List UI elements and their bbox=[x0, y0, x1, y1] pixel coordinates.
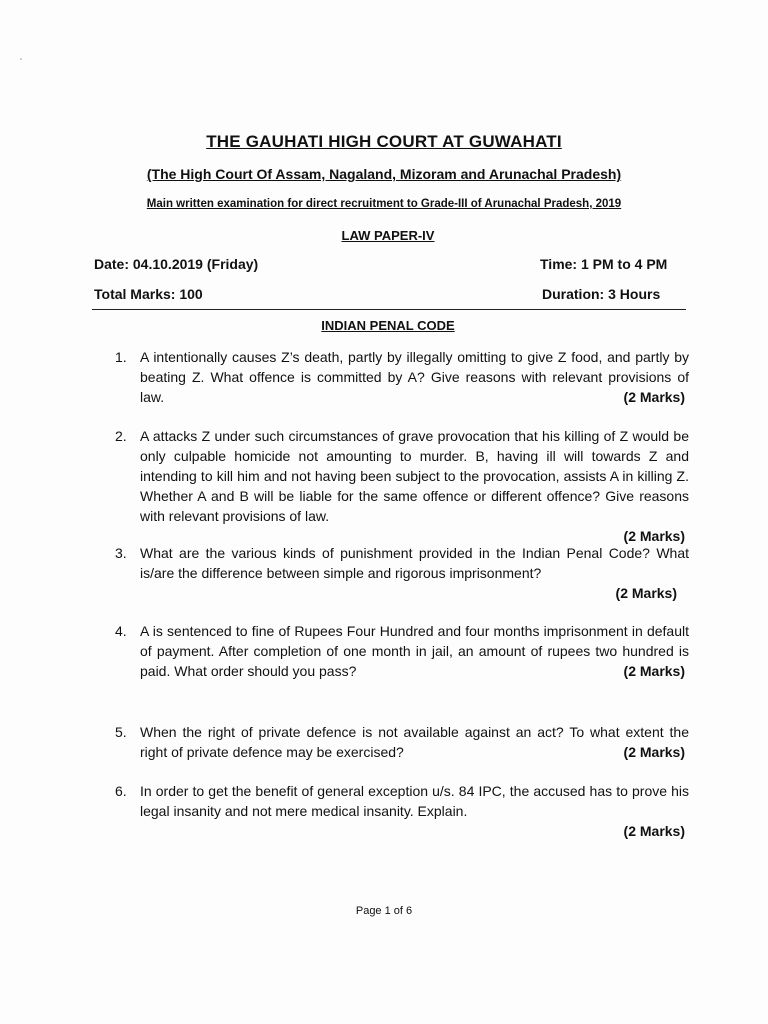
question-number: 5. bbox=[115, 724, 127, 740]
question-text: A is sentenced to fine of Rupees Four Hundred and four months imprisonment in default of payment. After completion of one month in jail, an amount of rupees two hundred is paid. What order should you pass? bbox=[140, 623, 689, 679]
exam-time: Time: 1 PM to 4 PM bbox=[540, 256, 668, 272]
question-number: 2. bbox=[115, 428, 127, 444]
question-marks: (2 Marks) bbox=[623, 663, 685, 679]
exam-date: Date: 04.10.2019 (Friday) bbox=[94, 256, 259, 272]
question-number: 3. bbox=[115, 545, 127, 561]
exam-duration: Duration: 3 Hours bbox=[542, 286, 661, 302]
question-body bbox=[140, 781, 689, 841]
page-number: Page 1 of 6 bbox=[355, 905, 413, 917]
section-title: INDIAN PENAL CODE bbox=[321, 318, 455, 333]
question-number: 6. bbox=[115, 783, 127, 799]
header-divider bbox=[92, 309, 686, 310]
question-text: What are the various kinds of punishment provided in the Indian Penal Code? What is/are the difference between simple and rigorous imprisonment? bbox=[140, 545, 689, 581]
question-body bbox=[140, 621, 689, 681]
scan-speck bbox=[20, 58, 22, 60]
question-marks: (2 Marks) bbox=[615, 585, 677, 601]
question-marks: (2 Marks) bbox=[623, 389, 685, 405]
court-subtitle: (The High Court Of Assam, Nagaland, Mizoram and Arunachal Pradesh) bbox=[146, 166, 622, 182]
question-item bbox=[115, 781, 689, 841]
total-marks: Total Marks: 100 bbox=[94, 286, 203, 302]
question-number: 4. bbox=[115, 623, 127, 639]
question-body bbox=[140, 426, 689, 546]
question-text: A attacks Z under such circumstances of grave provocation that his killing of Z would be only culpable homicide not amounting to murder. B, having ill will towards Z and intending to kill him and not having been subject to the provocation, assists A in killing Z. Whether A and B will be liable for the same offence or different offence? Give reasons with relevant provisions of law. bbox=[140, 428, 689, 524]
question-body bbox=[140, 347, 689, 407]
question-item bbox=[115, 722, 689, 762]
question-number: 1. bbox=[115, 349, 127, 365]
question-marks: (2 Marks) bbox=[623, 744, 685, 760]
question-item bbox=[115, 347, 689, 407]
paper-title: LAW PAPER-IV bbox=[341, 228, 435, 243]
question-body bbox=[140, 543, 689, 603]
court-title: THE GAUHATI HIGH COURT AT GUWAHATI bbox=[206, 132, 562, 151]
question-text: In order to get the benefit of general exception u/s. 84 IPC, the accused has to prove his legal insanity and not mere medical insanity. Explain. bbox=[140, 783, 689, 819]
question-marks: (2 Marks) bbox=[623, 823, 685, 839]
question-item bbox=[115, 621, 689, 681]
question-item bbox=[115, 426, 689, 546]
exam-description: Main written examination for direct recruitment to Grade-III of Arunachal Pradesh, 2019 bbox=[146, 198, 622, 210]
question-text: When the right of private defence is not available against an act? To what extent the right of private defence may be exercised? bbox=[140, 724, 689, 760]
question-text: A intentionally causes Z’s death, partly by illegally omitting to give Z food, and partly by beating Z. What offence is committed by A? Give reasons with relevant provisions of law. bbox=[140, 349, 689, 405]
question-item bbox=[115, 543, 689, 603]
question-marks: (2 Marks) bbox=[623, 528, 685, 544]
question-body bbox=[140, 722, 689, 762]
